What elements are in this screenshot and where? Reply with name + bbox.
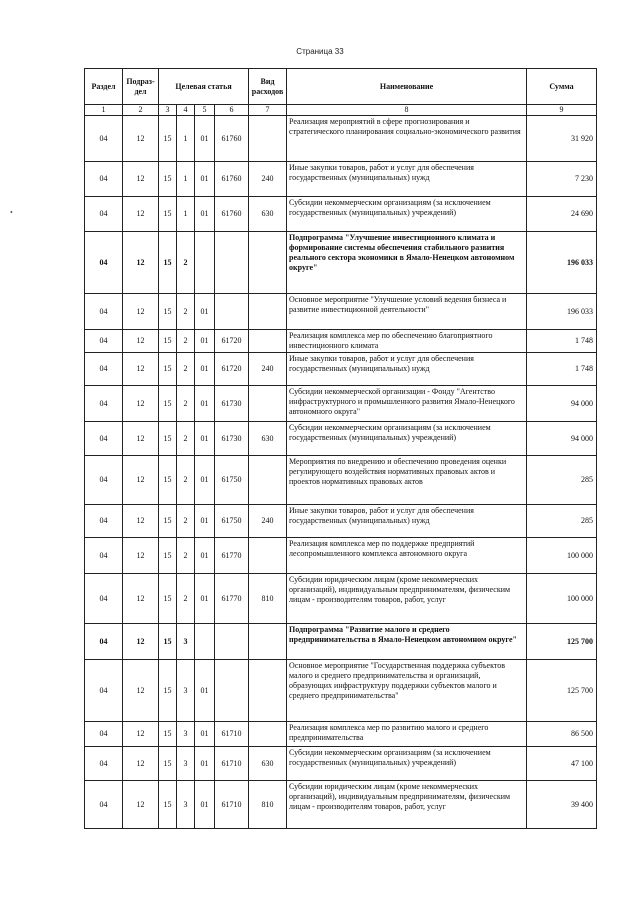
- cell-event: 01: [195, 747, 215, 781]
- cell-program: 15: [159, 624, 177, 660]
- cell-vid: [249, 456, 287, 505]
- table-row: [85, 660, 597, 722]
- cell-code: 61710: [215, 747, 249, 781]
- cell-podrazdel: 12: [123, 781, 159, 829]
- cell-vid: 240: [249, 353, 287, 386]
- cell-razdel: 04: [85, 330, 123, 353]
- cell-razdel: 04: [85, 294, 123, 330]
- cell-name: Реализация комплекса мер по развитию малого и среднего предпринимательства: [287, 722, 527, 747]
- cell-podrazdel: 12: [123, 162, 159, 197]
- cell-vid: [249, 386, 287, 422]
- cell-program: 15: [159, 456, 177, 505]
- cell-name: Реализация комплекса мер по поддержке предприятий лесопромышленного комплекса автономного округа: [287, 538, 527, 574]
- cell-program: 15: [159, 574, 177, 624]
- cell-razdel: 04: [85, 747, 123, 781]
- cell-name: Субсидии юридическим лицам (кроме некоммерческих организаций), индивидуальным предпринимателям, физическим лицам - производителям товаров, работ, услуг: [287, 574, 527, 624]
- cell-sum: 285: [527, 456, 597, 505]
- cell-code: 61760: [215, 162, 249, 197]
- cell-event: 01: [195, 505, 215, 538]
- cell-code: 61760: [215, 197, 249, 232]
- cell-code: 61730: [215, 422, 249, 456]
- col-num: 1: [85, 105, 123, 116]
- cell-vid: 630: [249, 422, 287, 456]
- cell-sum: 125 700: [527, 624, 597, 660]
- cell-event: 01: [195, 781, 215, 829]
- cell-razdel: 04: [85, 505, 123, 538]
- cell-podrazdel: 12: [123, 722, 159, 747]
- cell-event: 01: [195, 386, 215, 422]
- cell-program: 15: [159, 294, 177, 330]
- table-row: [85, 722, 597, 747]
- cell-sum: 1 748: [527, 330, 597, 353]
- cell-sum: 31 920: [527, 116, 597, 162]
- cell-subprogram: 2: [177, 330, 195, 353]
- cell-podrazdel: 12: [123, 456, 159, 505]
- cell-razdel: 04: [85, 660, 123, 722]
- cell-vid: 240: [249, 505, 287, 538]
- cell-podrazdel: 12: [123, 422, 159, 456]
- margin-mark: •: [10, 208, 13, 217]
- cell-vid: 630: [249, 197, 287, 232]
- cell-razdel: 04: [85, 538, 123, 574]
- cell-subprogram: 2: [177, 456, 195, 505]
- cell-vid: [249, 232, 287, 294]
- cell-sum: 94 000: [527, 386, 597, 422]
- cell-event: [195, 624, 215, 660]
- cell-event: 01: [195, 574, 215, 624]
- cell-code: 61750: [215, 456, 249, 505]
- cell-code: [215, 624, 249, 660]
- cell-podrazdel: 12: [123, 353, 159, 386]
- table-row: [85, 294, 597, 330]
- cell-podrazdel: 12: [123, 538, 159, 574]
- header-razdel: Раздел: [85, 69, 123, 105]
- cell-program: 15: [159, 747, 177, 781]
- header-name: Наименование: [287, 69, 527, 105]
- cell-code: [215, 232, 249, 294]
- table-row: [85, 197, 597, 232]
- cell-event: 01: [195, 722, 215, 747]
- cell-program: 15: [159, 116, 177, 162]
- cell-razdel: 04: [85, 422, 123, 456]
- cell-program: 15: [159, 330, 177, 353]
- table-row: [85, 781, 597, 829]
- cell-sum: 100 000: [527, 538, 597, 574]
- header-row: [85, 69, 597, 105]
- cell-subprogram: 3: [177, 660, 195, 722]
- cell-subprogram: 2: [177, 574, 195, 624]
- cell-subprogram: 1: [177, 197, 195, 232]
- cell-subprogram: 2: [177, 294, 195, 330]
- cell-razdel: 04: [85, 456, 123, 505]
- cell-vid: [249, 722, 287, 747]
- cell-event: 01: [195, 162, 215, 197]
- cell-sum: 47 100: [527, 747, 597, 781]
- cell-event: 01: [195, 538, 215, 574]
- table-row: [85, 232, 597, 294]
- cell-name: Основное мероприятие "Государственная поддержка субъектов малого и среднего предпринимательства и организаций, образующих инфраструктуру поддержки субъектов малого и среднего предпринимательства": [287, 660, 527, 722]
- cell-code: 61720: [215, 330, 249, 353]
- table-row: [85, 624, 597, 660]
- col-num: 8: [287, 105, 527, 116]
- cell-podrazdel: 12: [123, 574, 159, 624]
- cell-subprogram: 3: [177, 747, 195, 781]
- cell-name: Иные закупки товаров, работ и услуг для обеспечения государственных (муниципальных) нужд: [287, 162, 527, 197]
- table-row: [85, 116, 597, 162]
- cell-subprogram: 3: [177, 722, 195, 747]
- cell-razdel: 04: [85, 353, 123, 386]
- cell-code: 61770: [215, 574, 249, 624]
- table-row: [85, 162, 597, 197]
- page-number: Страница 33: [296, 47, 344, 56]
- table-row: [85, 386, 597, 422]
- cell-podrazdel: 12: [123, 116, 159, 162]
- header-vid: Вид расходов: [249, 69, 287, 105]
- cell-program: 15: [159, 722, 177, 747]
- cell-vid: [249, 624, 287, 660]
- cell-program: 15: [159, 505, 177, 538]
- cell-sum: 24 690: [527, 197, 597, 232]
- cell-event: [195, 232, 215, 294]
- cell-subprogram: 3: [177, 624, 195, 660]
- cell-podrazdel: 12: [123, 386, 159, 422]
- col-num: 6: [215, 105, 249, 116]
- cell-subprogram: 2: [177, 232, 195, 294]
- cell-vid: [249, 660, 287, 722]
- cell-sum: 196 033: [527, 294, 597, 330]
- cell-vid: [249, 538, 287, 574]
- cell-vid: 240: [249, 162, 287, 197]
- cell-razdel: 04: [85, 574, 123, 624]
- cell-code: 61730: [215, 386, 249, 422]
- cell-program: 15: [159, 386, 177, 422]
- cell-subprogram: 2: [177, 353, 195, 386]
- cell-code: 61770: [215, 538, 249, 574]
- cell-podrazdel: 12: [123, 505, 159, 538]
- cell-sum: 125 700: [527, 660, 597, 722]
- cell-name: Реализация комплекса мер по обеспечению благоприятного инвестиционного климата: [287, 330, 527, 353]
- cell-name: Иные закупки товаров, работ и услуг для обеспечения государственных (муниципальных) нужд: [287, 505, 527, 538]
- cell-event: 01: [195, 660, 215, 722]
- cell-vid: 810: [249, 574, 287, 624]
- cell-program: 15: [159, 197, 177, 232]
- table-row: [85, 538, 597, 574]
- cell-razdel: 04: [85, 232, 123, 294]
- cell-subprogram: 2: [177, 538, 195, 574]
- cell-program: 15: [159, 162, 177, 197]
- cell-razdel: 04: [85, 386, 123, 422]
- cell-event: 01: [195, 197, 215, 232]
- cell-razdel: 04: [85, 624, 123, 660]
- cell-sum: 7 230: [527, 162, 597, 197]
- cell-podrazdel: 12: [123, 747, 159, 781]
- cell-code: [215, 294, 249, 330]
- cell-name: Подпрограмма "Развитие малого и среднего предпринимательства в Ямало-Ненецком автономном округе": [287, 624, 527, 660]
- header-sum: Сумма: [527, 69, 597, 105]
- cell-code: 61760: [215, 116, 249, 162]
- cell-vid: [249, 330, 287, 353]
- cell-vid: [249, 294, 287, 330]
- cell-sum: 94 000: [527, 422, 597, 456]
- budget-table: [84, 68, 597, 829]
- cell-razdel: 04: [85, 162, 123, 197]
- cell-razdel: 04: [85, 116, 123, 162]
- cell-name: Иные закупки товаров, работ и услуг для обеспечения государственных (муниципальных) нужд: [287, 353, 527, 386]
- cell-podrazdel: 12: [123, 624, 159, 660]
- col-num: 2: [123, 105, 159, 116]
- cell-razdel: 04: [85, 781, 123, 829]
- cell-event: 01: [195, 294, 215, 330]
- cell-code: 61710: [215, 722, 249, 747]
- col-num: 4: [177, 105, 195, 116]
- cell-podrazdel: 12: [123, 294, 159, 330]
- cell-vid: 630: [249, 747, 287, 781]
- cell-podrazdel: 12: [123, 330, 159, 353]
- col-num: 7: [249, 105, 287, 116]
- col-num: 9: [527, 105, 597, 116]
- cell-sum: 100 000: [527, 574, 597, 624]
- cell-subprogram: 2: [177, 505, 195, 538]
- cell-podrazdel: 12: [123, 197, 159, 232]
- cell-name: Субсидии некоммерческим организациям (за исключением государственных (муниципальных) учреждений): [287, 747, 527, 781]
- cell-sum: 196 033: [527, 232, 597, 294]
- cell-name: Субсидии некоммерческим организациям (за исключением государственных (муниципальных) учреждений): [287, 197, 527, 232]
- table-row: [85, 353, 597, 386]
- col-num: 5: [195, 105, 215, 116]
- col-num: 3: [159, 105, 177, 116]
- cell-subprogram: 1: [177, 116, 195, 162]
- cell-vid: 810: [249, 781, 287, 829]
- cell-subprogram: 2: [177, 386, 195, 422]
- column-number-row: [85, 105, 597, 116]
- header-target: Целевая статья: [159, 69, 249, 105]
- cell-event: 01: [195, 353, 215, 386]
- cell-code: [215, 660, 249, 722]
- cell-event: 01: [195, 422, 215, 456]
- cell-name: Подпрограмма "Улучшение инвестиционного климата и формирование системы обеспечения стабильного развития реального сектора экономики в Ямало-Ненецком автономном округе": [287, 232, 527, 294]
- cell-sum: 86 500: [527, 722, 597, 747]
- cell-vid: [249, 116, 287, 162]
- cell-program: 15: [159, 422, 177, 456]
- table-row: [85, 574, 597, 624]
- cell-name: Субсидии юридическим лицам (кроме некоммерческих организаций), индивидуальным предпринимателям, физическим лицам - производителям товаров, работ, услуг: [287, 781, 527, 829]
- cell-code: 61720: [215, 353, 249, 386]
- cell-program: 15: [159, 538, 177, 574]
- cell-program: 15: [159, 781, 177, 829]
- cell-code: 61710: [215, 781, 249, 829]
- cell-razdel: 04: [85, 197, 123, 232]
- cell-podrazdel: 12: [123, 660, 159, 722]
- header-podrazdel: Подраз-дел: [123, 69, 159, 105]
- cell-program: 15: [159, 660, 177, 722]
- cell-event: 01: [195, 116, 215, 162]
- cell-podrazdel: 12: [123, 232, 159, 294]
- cell-event: 01: [195, 456, 215, 505]
- cell-sum: 285: [527, 505, 597, 538]
- cell-name: Субсидии некоммерческим организациям (за исключением государственных (муниципальных) учреждений): [287, 422, 527, 456]
- cell-event: 01: [195, 330, 215, 353]
- table-row: [85, 330, 597, 353]
- cell-program: 15: [159, 232, 177, 294]
- cell-sum: 39 400: [527, 781, 597, 829]
- cell-name: Мероприятия по внедрению и обеспечению проведения оценки регулирующего воздействия нормативных правовых актов и проектов нормативных правовых актов: [287, 456, 527, 505]
- cell-name: Основное мероприятие "Улучшение условий ведения бизнеса и развитие инвестиционной деятельности": [287, 294, 527, 330]
- table-row: [85, 456, 597, 505]
- cell-name: Реализация мероприятий в сфере прогнозирования и стратегического планирования социально-экономического развития: [287, 116, 527, 162]
- table-row: [85, 747, 597, 781]
- cell-razdel: 04: [85, 722, 123, 747]
- table-row: [85, 505, 597, 538]
- cell-subprogram: 2: [177, 422, 195, 456]
- cell-sum: 1 748: [527, 353, 597, 386]
- table-row: [85, 422, 597, 456]
- cell-name: Субсидии некоммерческой организации - Фонду "Агентство инфраструктурного и промышленного развития Ямало-Ненецкого автономного округа": [287, 386, 527, 422]
- cell-subprogram: 3: [177, 781, 195, 829]
- cell-subprogram: 1: [177, 162, 195, 197]
- cell-program: 15: [159, 353, 177, 386]
- cell-code: 61750: [215, 505, 249, 538]
